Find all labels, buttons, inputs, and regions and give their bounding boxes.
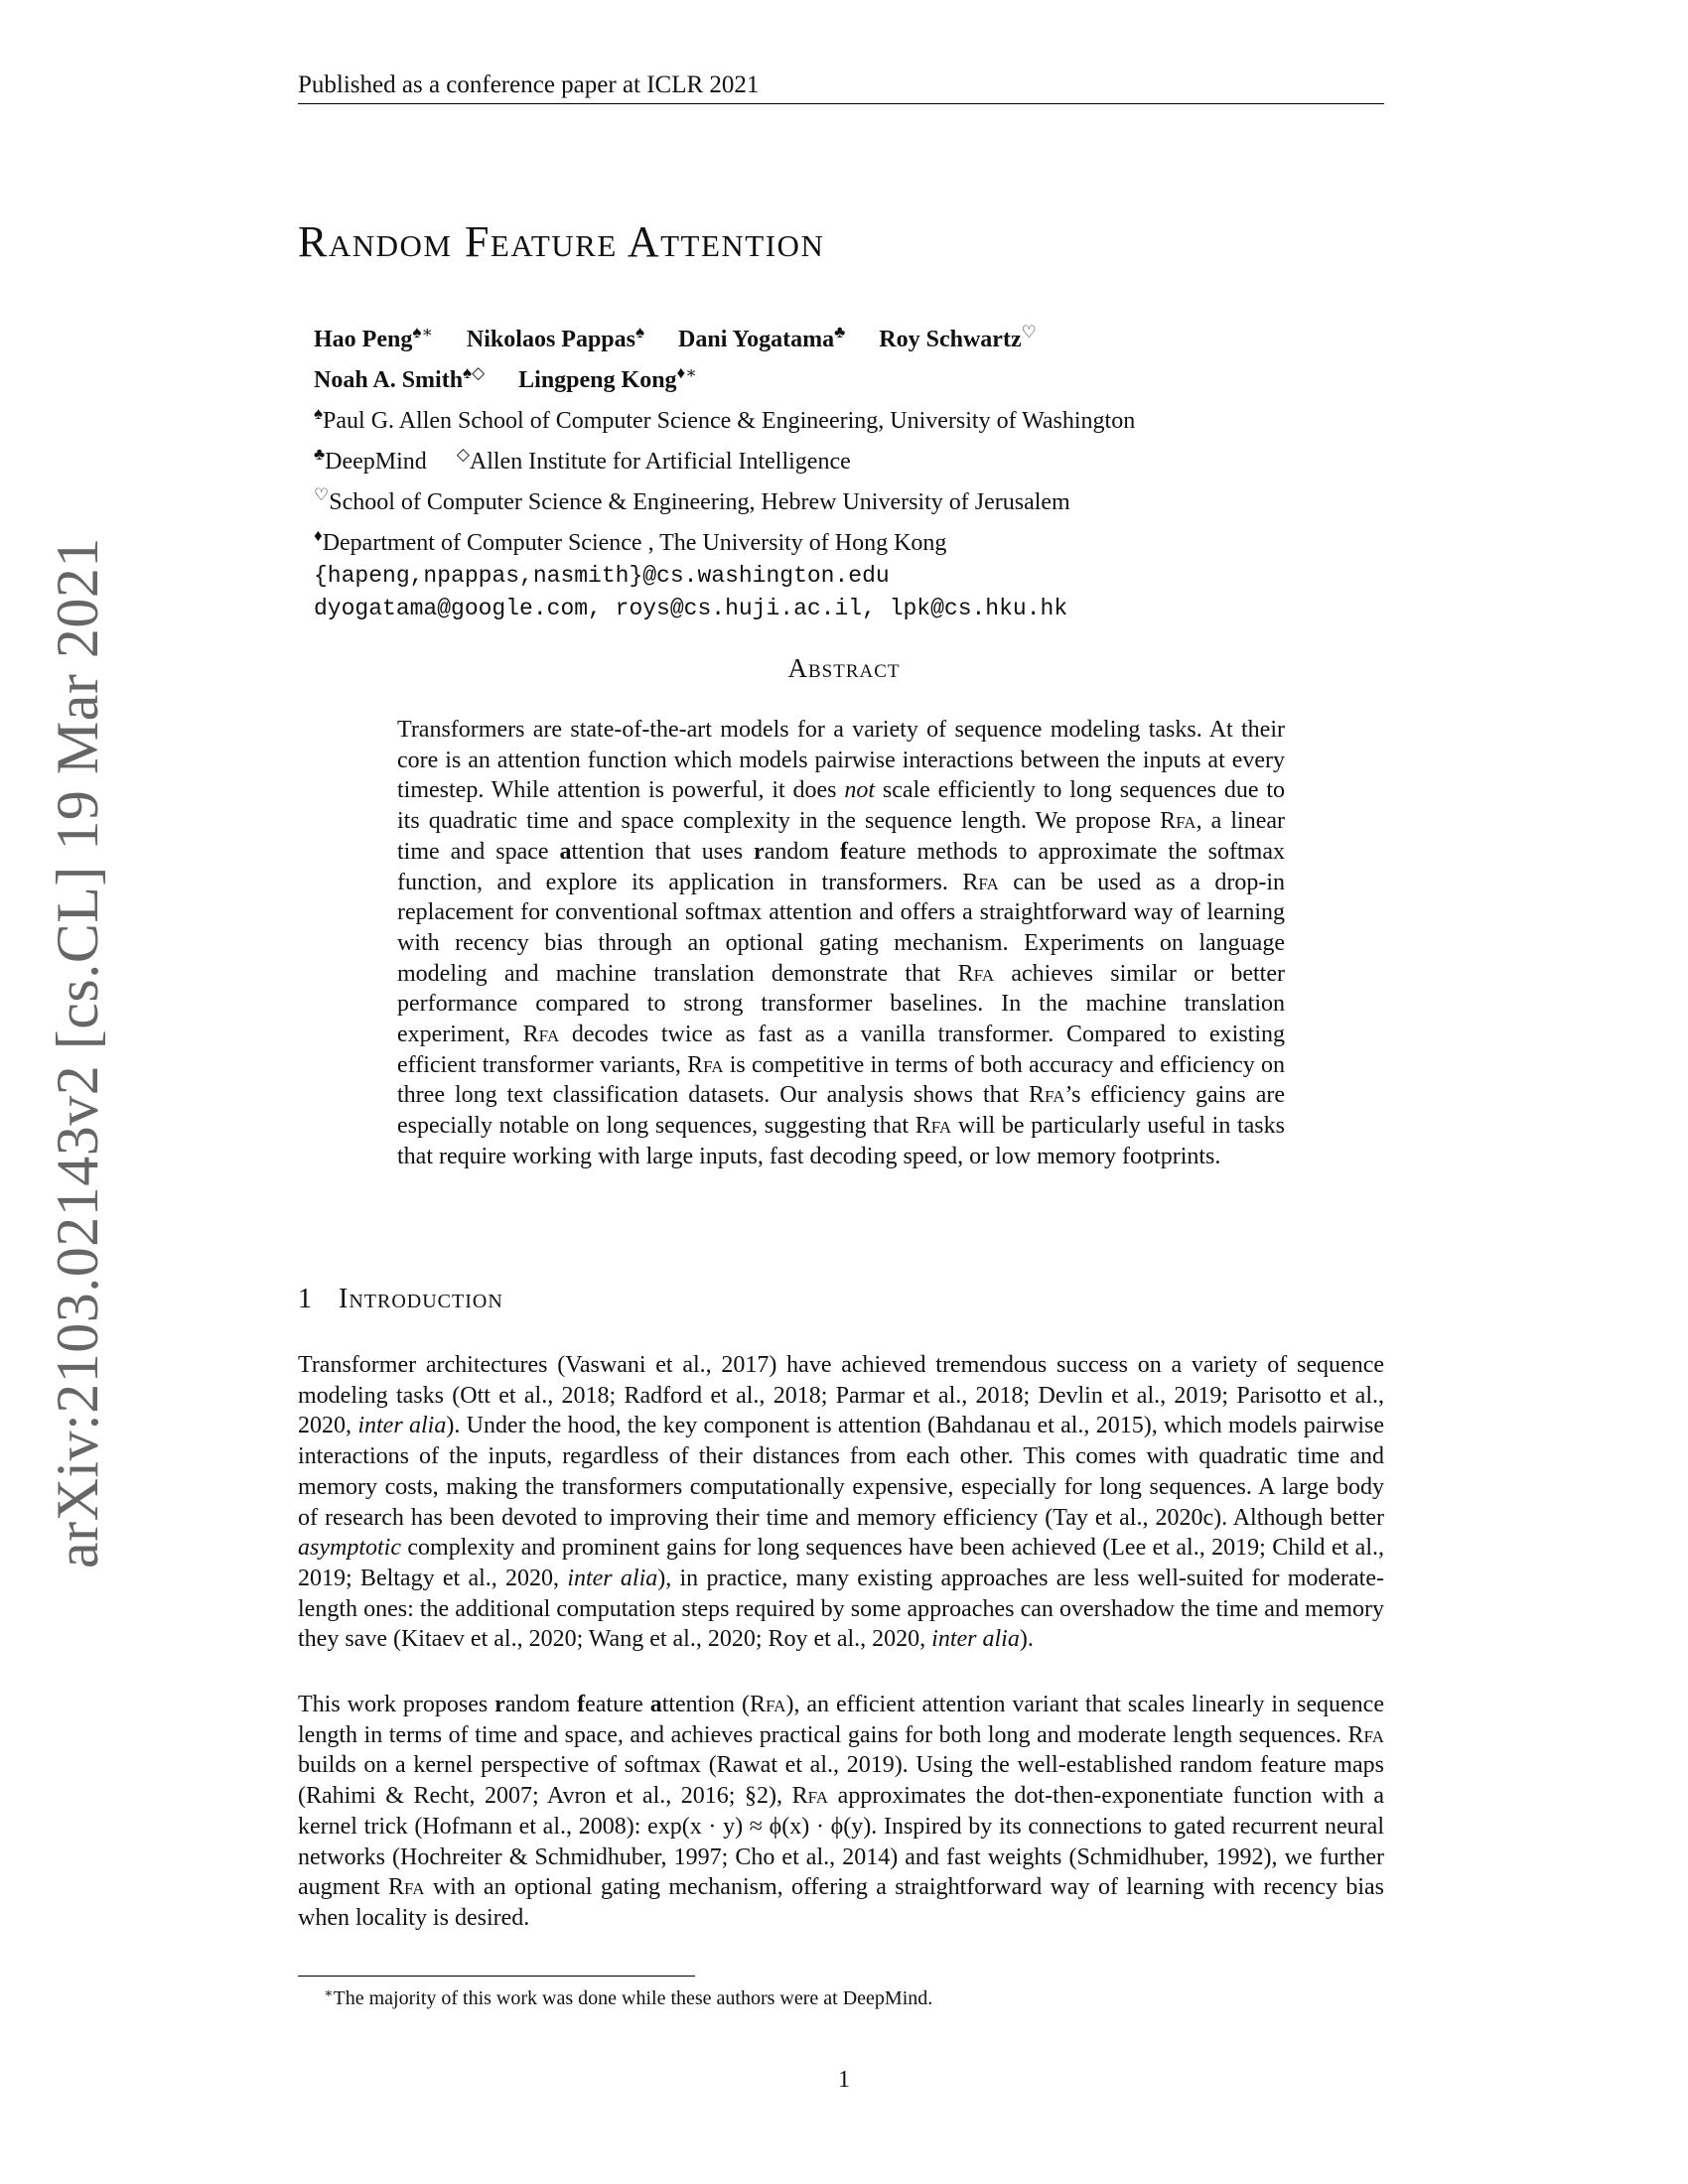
- affiliation: ♠Paul G. Allen School of Computer Science & Engineering, University of Washington: [314, 404, 1136, 434]
- page-number: 1: [838, 2067, 850, 2093]
- footnote-rule: [298, 1976, 695, 1977]
- author-row-2: [314, 356, 1135, 397]
- formula: exp(x · y) ≈ ϕ(x) · ϕ(y): [647, 1813, 872, 1840]
- intro-paragraph-1: Transformer architectures (Vaswani et al., 2017) have achieved tremendous success on a variety of sequence modeling tasks (Ott et al., 2018; Radford et al., 2018; Parmar et al., 2018; Devlin et al., 2019; Parisotto et al., 2020, inter alia). Under the hood, the key component is attention (Bahdanau et al., 2015), which models pairwise interactions of the inputs, regardless of their distances from each other. This comes with quadratic time and memory costs, making the transformers computationally expensive, especially for long sequences. A large body of research has been devoted to improving their time and memory efficiency (Tay et al., 2020c). Although better asymptotic complexity and prominent gains for long sequences have been achieved (Lee et al., 2019; Child et al., 2019; Beltagy et al., 2020, inter alia), in practice, many existing approaches are less well-suited for moderate-length ones: the additional computation steps required by some approaches can overshadow the time and memory they save (Kitaev et al., 2020; Wang et al., 2020; Roy et al., 2020, inter alia).: [298, 1352, 1384, 1653]
- affiliation: ♡School of Computer Science & Engineering, Hebrew University of Jerusalem: [314, 485, 1070, 515]
- arxiv-stamp: arXiv:2103.02143v2 [cs.CL] 19 Mar 2021: [45, 537, 110, 1569]
- author-name: Roy Schwartz♡: [879, 323, 1037, 352]
- author-name: Nikolaos Pappas♠: [466, 323, 645, 352]
- footnote: ∗The majority of this work was done while these authors were at DeepMind.: [324, 1986, 933, 2009]
- abstract-heading: Abstract: [787, 653, 901, 683]
- author-name: Dani Yogatama♣: [678, 323, 846, 352]
- author-block: [314, 316, 1135, 625]
- running-header: Published as a conference paper at ICLR 2021: [298, 71, 1384, 104]
- author-name: Noah A. Smith♠◇: [314, 363, 486, 393]
- author-row-1: [314, 316, 1135, 356]
- author-name: Lingpeng Kong♦∗: [518, 363, 697, 393]
- author-emails: dyogatama@google.com, roys@cs.huji.ac.il, lpk@cs.hku.hk: [314, 596, 1068, 621]
- abstract-body: Transformers are state-of-the-art models for a variety of sequence modeling tasks. At their core is an attention function which models pairwise interactions between the inputs at every timestep. While attention is powerful, it does not scale efficiently to long sequences due to its quadratic time and space complexity in the sequence length. We propose Rfa, a linear time and space attention that uses random feature methods to approximate the softmax function, and explore its application in transformers. Rfa can be used as a drop-in replacement for conventional softmax attention and offers a straightforward way of learning with recency bias through an optional gating mechanism. Experiments on language modeling and machine translation demonstrate that Rfa achieves similar or better performance compared to strong transformer baselines. In the machine translation experiment, Rfa decodes twice as fast as a vanilla transformer. Compared to existing efficient transformer variants, Rfa is competitive in terms of both accuracy and efficiency on three long text classification datasets. Our analysis shows that Rfa’s efficiency gains are especially notable on long sequences, suggesting that Rfa will be particularly useful in tasks that require working with large inputs, fast decoding speed, or low memory footprints.: [397, 717, 1285, 1169]
- author-emails: {hapeng,npappas,nasmith}@cs.washington.edu: [314, 563, 890, 589]
- affiliation: ♦Department of Computer Science , The University of Hong Kong: [314, 526, 947, 556]
- author-name: Hao Peng♠∗: [314, 323, 433, 352]
- intro-paragraph-2: This work proposes random feature attention (Rfa), an efficient attention variant that scales linearly in sequence length in terms of time and space, and achieves practical gains for both long and moderate length sequences. Rfa builds on a kernel perspective of softmax (Rawat et al., 2019). Using the well-established random feature maps (Rahimi & Recht, 2007; Avron et al., 2016; §2), Rfa approximates the dot-then-exponentiate function with a kernel trick (Hofmann et al., 2008): exp(x · y) ≈ ϕ(x) · ϕ(y). Inspired by its connections to gated recurrent neural networks (Hochreiter & Schmidhuber, 1997; Cho et al., 2014) and fast weights (Schmidhuber, 1992), we further augment Rfa with an optional gating mechanism, offering a straightforward way of learning with recency bias when locality is desired.: [298, 1692, 1385, 1931]
- affiliation: ♣DeepMind ◇Allen Institute for Artificial Intelligence: [314, 445, 851, 475]
- section-heading: 1 Introduction: [298, 1284, 503, 1314]
- paper-title: Random Feature Attention: [298, 217, 825, 266]
